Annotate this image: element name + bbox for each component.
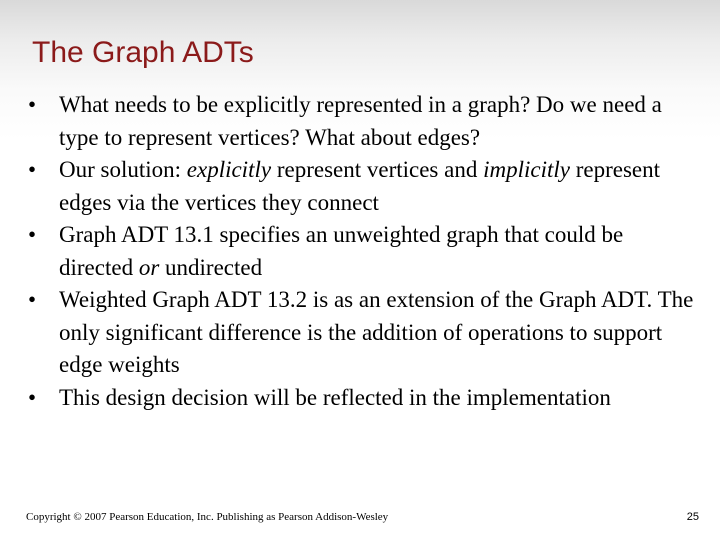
- bullet-marker: •: [28, 222, 37, 247]
- bullet-text: undirected: [159, 254, 263, 280]
- copyright-footer: Copyright © 2007 Pearson Education, Inc. Publishing as Pearson Addison-Wesley: [26, 511, 389, 523]
- slide-title: The Graph ADTs: [32, 36, 254, 69]
- bullet-text: Our solution:: [59, 157, 187, 182]
- bullet-item: [26, 154, 696, 219]
- bullet-item: [26, 89, 696, 154]
- bullet-text: represent vertices and: [271, 157, 484, 182]
- emphasis-text: or: [138, 254, 160, 280]
- page-number: 25: [686, 511, 699, 523]
- emphasis-text: implicitly: [483, 157, 570, 182]
- bullet-item: [26, 382, 696, 415]
- bullet-text: Weighted Graph ADT 13.2 is as an extension of the Graph ADT. The only significant difference is the addition of operations to support edge weights: [59, 287, 694, 377]
- bullet-marker: •: [28, 384, 37, 410]
- bullet-text: represent edges via the vertices they connect: [59, 157, 661, 215]
- bullet-item: [26, 284, 696, 382]
- emphasis-text: explicitly: [186, 157, 272, 182]
- bullet-marker: •: [28, 287, 37, 312]
- bullet-marker: •: [28, 92, 37, 117]
- bullet-list: [26, 89, 696, 414]
- bullet-item: [26, 219, 696, 284]
- bullet-marker: •: [28, 157, 37, 182]
- bullet-text: What needs to be explicitly represented in a graph? Do we need a type to represent vertices? What about edges?: [59, 92, 662, 150]
- bullet-text: Graph ADT 13.1 specifies an unweighted graph that could be directed: [59, 222, 624, 280]
- bullet-text: This design decision will be reflected in the implementation: [59, 384, 611, 410]
